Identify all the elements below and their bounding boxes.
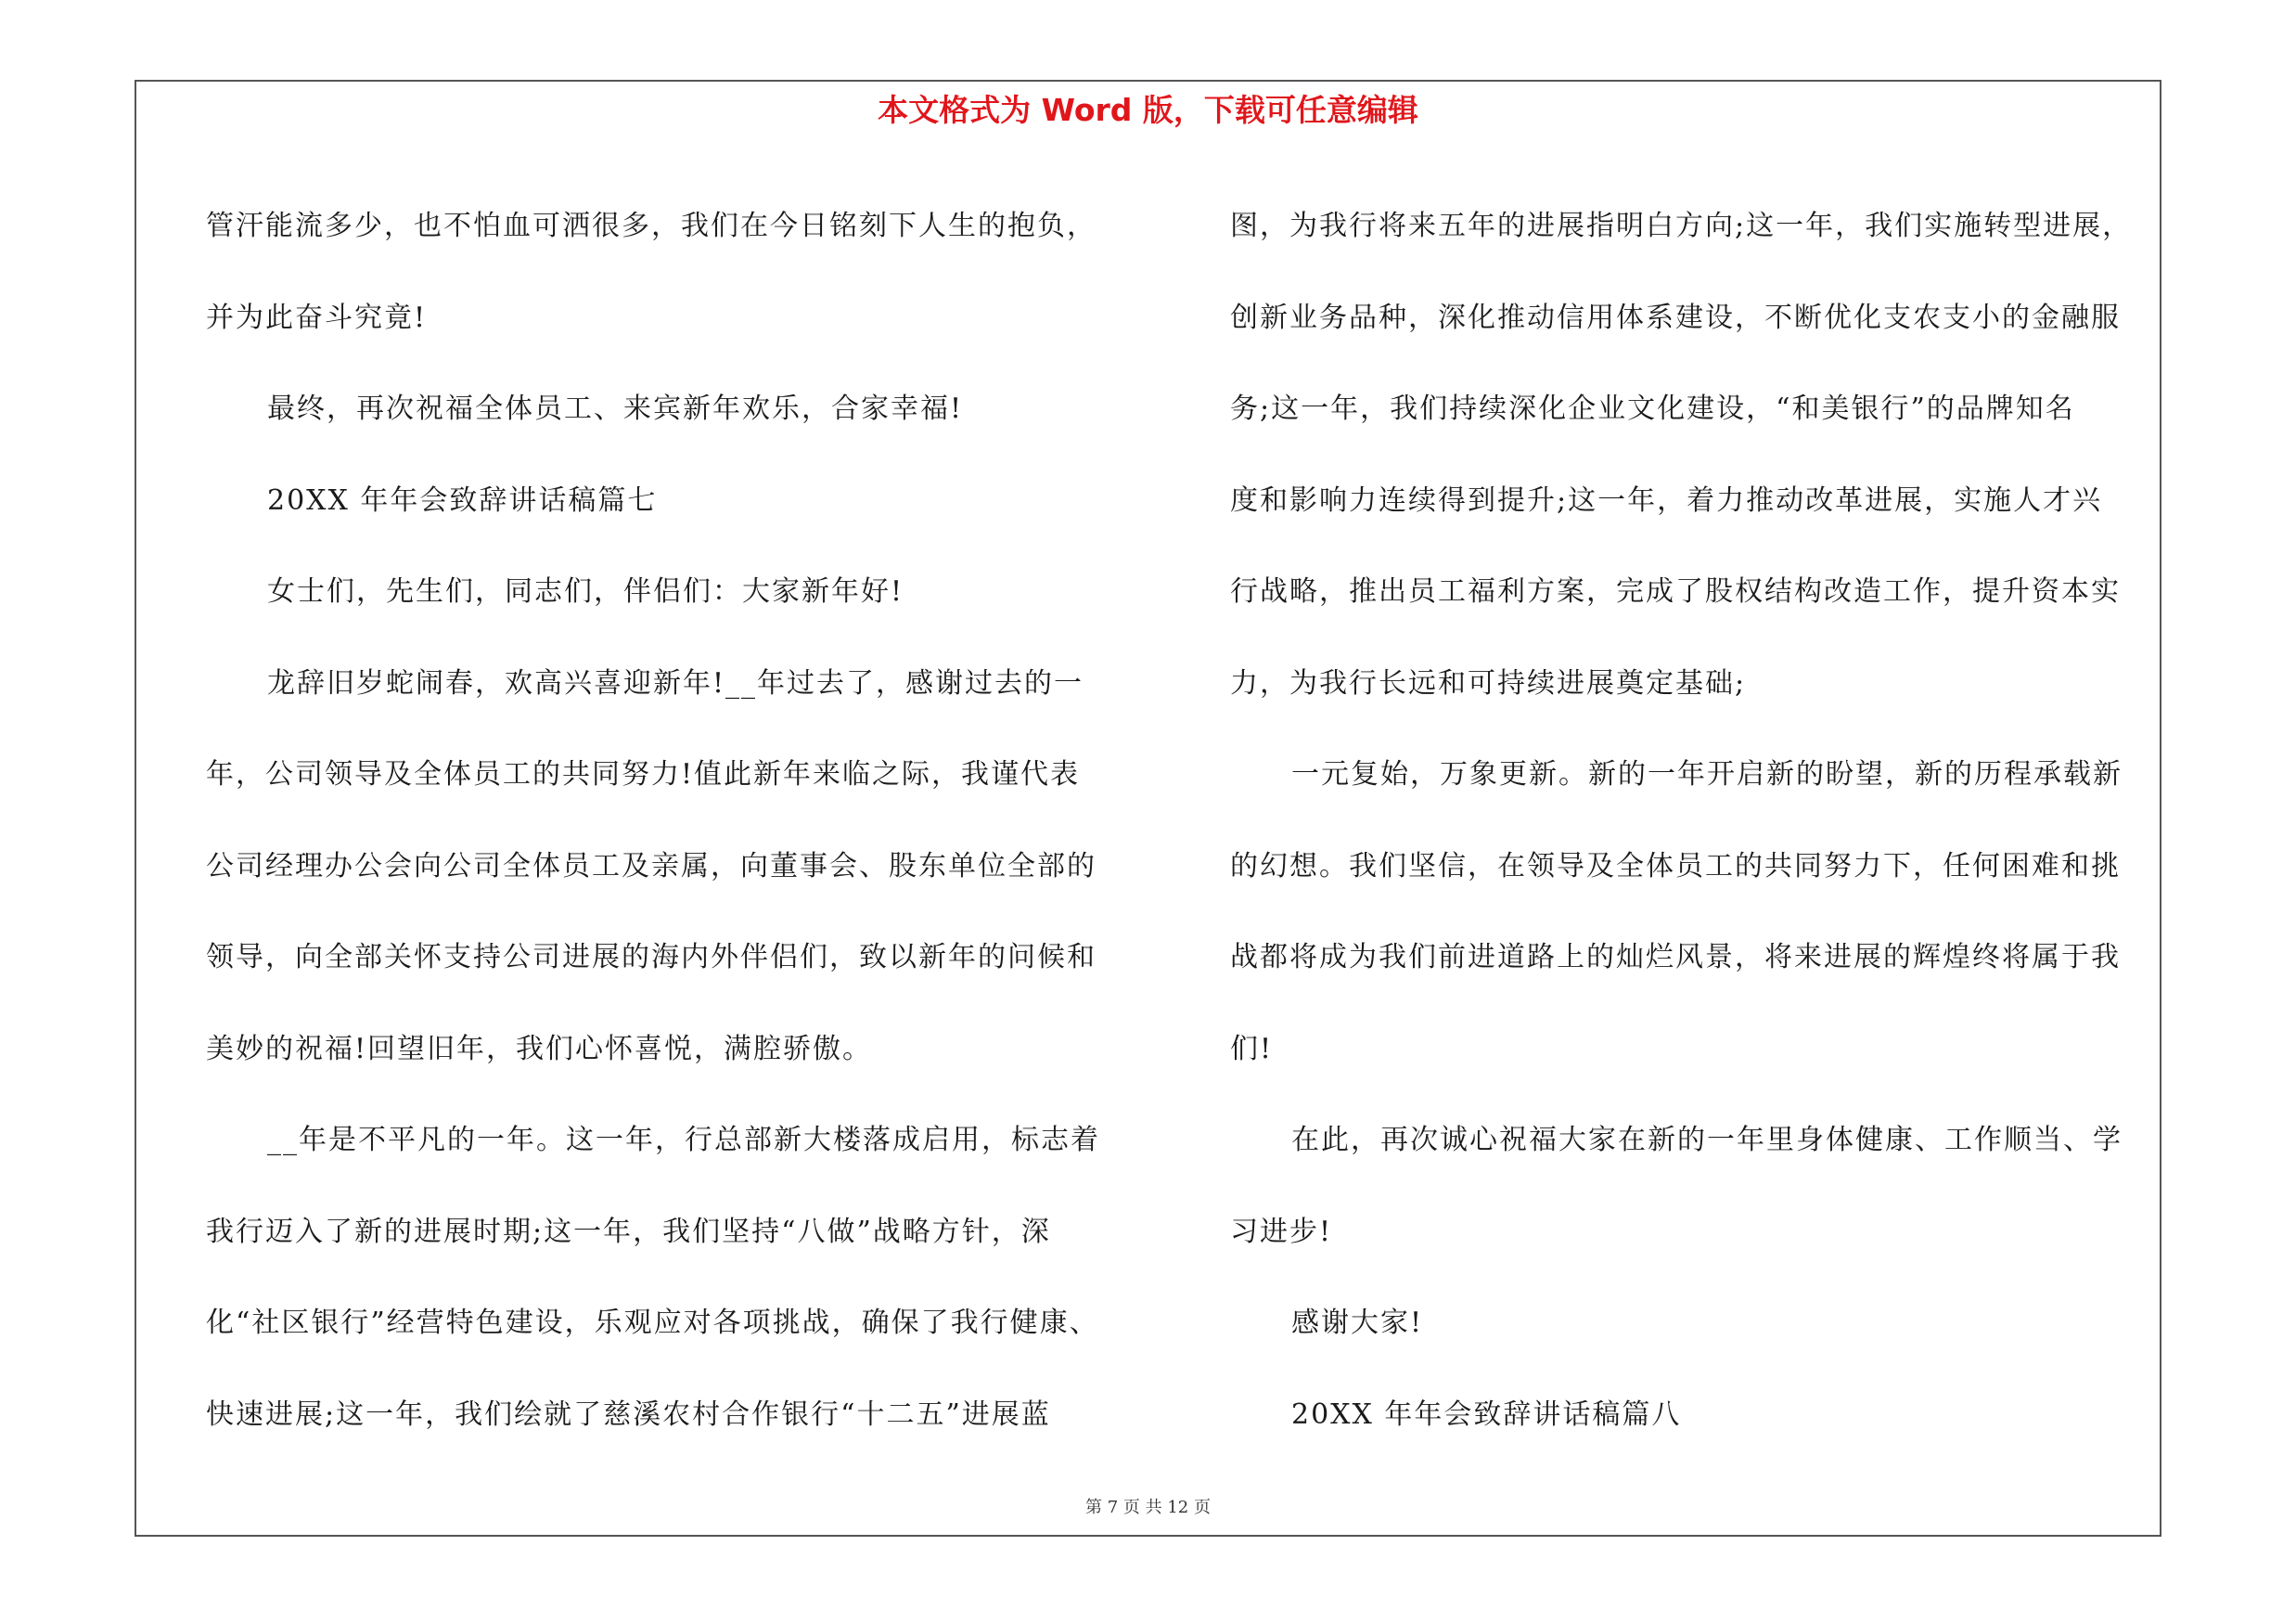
section-heading: 20XX 年年会致辞讲话稿篇七 [267, 483, 658, 517]
paragraph-start-line: __年是不平凡的一年。这一年，行总部新大楼落成启用，标志着 [267, 1124, 1100, 1156]
text-line: 务;这一年，我们持续深化企业文化建设，“和美银行”的品牌知名 [1230, 393, 2075, 425]
text-line: 们! [1230, 1032, 1274, 1065]
text-line: 美妙的祝福!回望旧年，我们心怀喜悦，满腔骄傲。 [206, 1032, 873, 1065]
left-text-column [206, 181, 1161, 1461]
text-line: 图，为我行将来五年的进展指明白方向;这一年，我们实施转型进展， [1230, 210, 2133, 242]
paragraph-start-line: 感谢大家! [1291, 1307, 1424, 1339]
text-line: 行战略，推出员工福利方案，完成了股权结构改造工作，提升资本实 [1230, 575, 2121, 608]
paragraph-start-line: 龙辞旧岁蛇闹春，欢高兴喜迎新年!__年过去了，感谢过去的一 [267, 666, 1084, 700]
paragraph-start-line: 最终，再次祝福全体员工、来宾新年欢乐，合家幸福! [267, 393, 964, 425]
text-line: 战都将成为我们前进道路上的灿烂风景，将来进展的辉煌终将属于我 [1230, 941, 2121, 973]
text-line: 我行迈入了新的进展时期;这一年，我们坚持“八做”战略方针，深 [206, 1215, 1051, 1248]
paragraph-start-line: 在此，再次诚心祝福大家在新的一年里身体健康、工作顺当、学 [1291, 1124, 2123, 1156]
right-text-column [1230, 181, 2158, 1461]
text-line: 度和影响力连续得到提升;这一年，着力推动改革进展，实施人才兴 [1230, 483, 2103, 517]
text-line: 公司经理办公会向公司全体员工及亲属，向董事会、股东单位全部的 [206, 849, 1097, 882]
text-line: 的幻想。我们坚信，在领导及全体员工的共同努力下，任何困难和挑 [1230, 849, 2121, 882]
text-line: 并为此奋斗究竟! [206, 301, 428, 334]
paragraph-start-line: 女士们，先生们，同志们，伴侣们：大家新年好! [267, 575, 904, 608]
section-heading: 20XX 年年会致辞讲话稿篇八 [1291, 1398, 1682, 1431]
page-number-footer: 第 7 页 共 12 页 [1085, 1498, 1211, 1517]
text-line: 管汗能流多少，也不怕血可洒很多，我们在今日铭刻下人生的抱负， [206, 210, 1097, 242]
text-line: 化“社区银行”经营特色建设，乐观应对各项挑战，确保了我行健康、 [206, 1307, 1099, 1339]
text-line: 习进步! [1230, 1215, 1333, 1248]
word-format-banner: 本文格式为 Word 版，下载可任意编辑 [878, 92, 1418, 128]
text-line: 快速进展;这一年，我们绘就了慈溪农村合作银行“十二五”进展蓝 [206, 1398, 1051, 1431]
text-line: 创新业务品种，深化推动信用体系建设，不断优化支农支小的金融服 [1230, 301, 2121, 334]
text-line: 领导，向全部关怀支持公司进展的海内外伴侣们，致以新年的问候和 [206, 941, 1097, 973]
text-line: 年，公司领导及全体员工的共同努力!值此新年来临之际，我谨代表 [206, 758, 1081, 791]
text-line: 力，为我行长远和可持续进展奠定基础; [1230, 666, 1747, 700]
paragraph-start-line: 一元复始，万象更新。新的一年开启新的盼望，新的历程承载新 [1291, 758, 2123, 791]
